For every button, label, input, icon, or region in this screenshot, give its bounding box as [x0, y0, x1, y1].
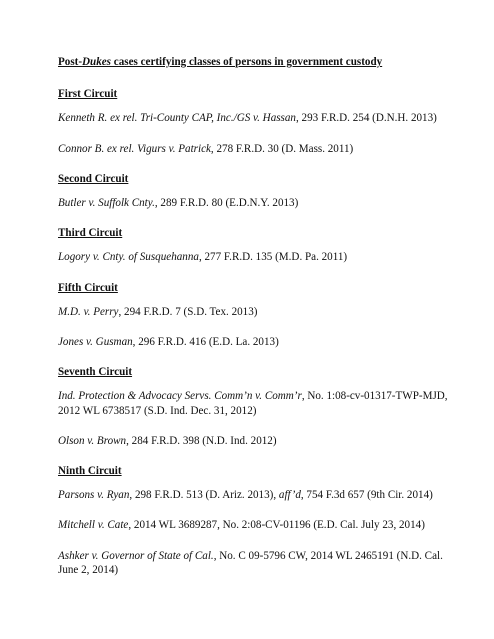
- case-entry: [58, 142, 450, 156]
- document-title: [58, 55, 450, 69]
- case-citation: , 298 F.R.D. 513 (D. Ariz. 2013),: [129, 489, 279, 502]
- case-entry: [58, 305, 450, 319]
- case-name: Connor B. ex rel. Vigurs v. Patrick: [58, 142, 211, 155]
- case-name: M.D. v. Perry: [58, 305, 119, 318]
- case-name: Logory v. Cnty. of Susquehanna: [58, 251, 199, 264]
- title-prefix: Post-: [58, 56, 83, 68]
- case-entry: [58, 488, 450, 502]
- section-heading: Fifth Circuit: [58, 281, 118, 294]
- title-italic: Dukes: [82, 56, 112, 68]
- section-heading: Seventh Circuit: [58, 366, 133, 379]
- section-heading: Third Circuit: [58, 227, 123, 240]
- case-citation-appeal: , 754 F.3d 657 (9th Cir. 2014): [300, 489, 433, 502]
- section-heading: First Circuit: [58, 88, 118, 101]
- case-citation: , 296 F.R.D. 416 (E.D. La. 2013): [132, 336, 279, 349]
- case-entry: [58, 111, 450, 125]
- case-citation: , 289 F.R.D. 80 (E.D.N.Y. 2013): [154, 197, 299, 210]
- case-name: Kenneth R. ex rel. Tri-County CAP, Inc./GS v. Hassan: [58, 112, 296, 125]
- section-seventh-circuit: [58, 365, 450, 448]
- case-citation: , No. 1:08-cv-01317-TWP-MJD, 2012 WL 6738517 (S.D. Ind. Dec. 31, 2012): [58, 390, 448, 417]
- case-name: Parsons v. Ryan: [58, 489, 130, 502]
- section-second-circuit: [58, 172, 450, 210]
- case-entry: [58, 549, 450, 577]
- section-ninth-circuit: [58, 464, 450, 577]
- section-heading: Second Circuit: [58, 172, 129, 185]
- case-entry: [58, 250, 450, 264]
- case-name: Butler v. Suffolk Cnty.: [58, 197, 155, 210]
- case-citation: , 294 F.R.D. 7 (S.D. Tex. 2013): [118, 305, 258, 318]
- case-name: Mitchell v. Cate: [58, 519, 129, 532]
- title-suffix: cases certifying classes of persons in government custody: [111, 56, 383, 68]
- document-page: [58, 55, 450, 593]
- case-citation: , 278 F.R.D. 30 (D. Mass. 2011): [210, 142, 354, 155]
- case-entry: [58, 335, 450, 349]
- section-fifth-circuit: [58, 281, 450, 350]
- case-name: Olson v. Brown: [58, 434, 127, 447]
- case-entry: [58, 518, 450, 532]
- case-citation: , No. C 09-5796 CW, 2014 WL 2465191 (N.D. Cal. June 2, 2014): [58, 549, 443, 576]
- case-citation: , 277 F.R.D. 135 (M.D. Pa. 2011): [198, 251, 348, 264]
- case-citation: , 284 F.R.D. 398 (N.D. Ind. 2012): [126, 434, 277, 447]
- section-first-circuit: [58, 87, 450, 156]
- case-name: Ind. Protection & Advocacy Servs. Comm’n v. Comm’r: [58, 390, 302, 403]
- case-entry: [58, 389, 450, 417]
- case-name: Jones v. Gusman: [58, 336, 133, 349]
- case-disposition: aff’d: [278, 489, 301, 502]
- case-citation: , 293 F.R.D. 254 (D.N.H. 2013): [295, 112, 437, 125]
- case-entry: [58, 196, 450, 210]
- case-citation: , 2014 WL 3689287, No. 2:08-CV-01196 (E.D. Cal. July 23, 2014): [128, 519, 425, 532]
- case-name: Ashker v. Governor of State of Cal.: [58, 549, 214, 562]
- section-heading: Ninth Circuit: [58, 465, 122, 478]
- case-entry: [58, 434, 450, 448]
- section-third-circuit: [58, 226, 450, 264]
